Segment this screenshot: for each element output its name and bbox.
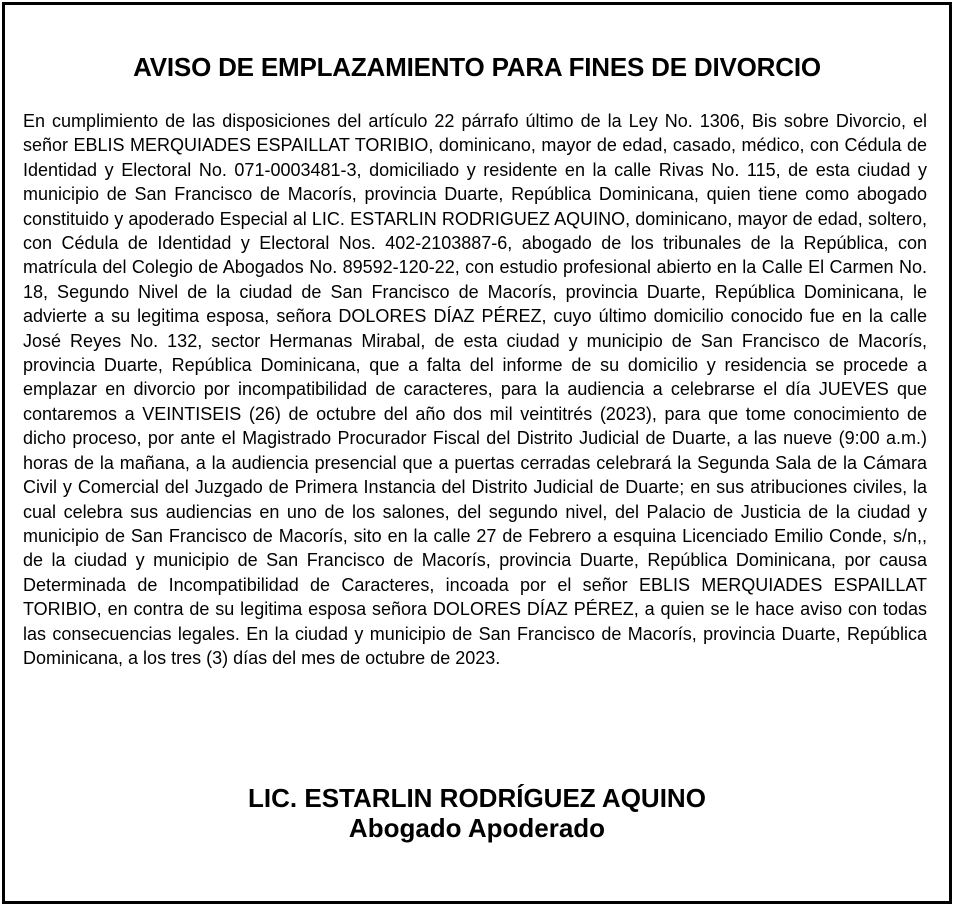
notice-body-paragraph: En cumplimiento de las disposiciones del artículo 22 párrafo último de la Ley No. 1306, Bis sobre Divorcio, el señor EBLIS MERQUIADES ESPAILLAT TORIBIO, dominicano, mayor de edad, casado, médico, con Cédula de Identidad y Electoral No. 071-0003481-3, domiciliado y residente en la calle Rivas No. 115, de esta ciudad y municipio de San Francisco de Macorís, provincia Duarte, República Dominicana, quien tiene como abogado constituido y apoderado Especial al LIC. ESTARLIN RODRIGUEZ AQUINO, dominicano, mayor de edad, soltero, con Cédula de Identidad y Electoral Nos. 402-2103887-6, abogado de los tribunales de la República, con matrícula del Colegio de Abogados No. 89592-120-22, con estudio profesional abierto en la Calle El Carmen No. 18, Segundo Nivel de la ciudad de San Francisco de Macorís, provincia Duarte, República Dominicana, le advierte a su legitima esposa, señora DOLORES DÍAZ PÉREZ, cuyo último domicilio conocido fue en la calle José Reyes No. 132, sector Hermanas Mirabal, de esta ciudad y municipio de San Francisco de Macorís, provincia Duarte, República Dominicana, que a falta del informe de su domicilio y residencia se procede a emplazar en divorcio por incompatibilidad de caracteres, para la audiencia a celebrarse el día JUEVES que contaremos a VEINTISEIS (26) de octubre del año dos mil veintitrés (2023), para que tome conocimiento de dicho proceso, por ante el Magistrado Procurador Fiscal del Distrito Judicial de Duarte, a las nueve (9:00 a.m.) horas de la mañana, a la audiencia presencial que a puertas cerradas celebrará la Segunda Sala de la Cámara Civil y Comercial del Juzgado de Primera Instancia del Distrito Judicial de Duarte; en sus atribuciones civiles, la cual celebra sus audiencias en uno de los salones, del segundo nivel, del Palacio de Justicia de la ciudad y municipio de San Francisco de Macorís, sito en la calle 27 de Febrero a esquina Licenciado Emilio Conde, s/n,, de la ciudad y municipio de San Francisco de Macorís, provincia Duarte, República Dominicana, por causa Determinada de Incompatibilidad de Caracteres, incoada por el señor EBLIS MERQUIADES ESPAILLAT TORIBIO, en contra de su legitima esposa señora DOLORES DÍAZ PÉREZ, a quien se le hace aviso con todas las consecuencias legales. En la ciudad y municipio de San Francisco de Macorís, provincia Duarte, República Dominicana, a los tres (3) días del mes de octubre de 2023. [23,111,927,668]
legal-notice-frame [2,2,952,904]
signature-block [5,783,949,843]
signature-name: LIC. ESTARLIN RODRÍGUEZ AQUINO [248,783,706,813]
notice-title: AVISO DE EMPLAZAMIENTO PARA FINES DE DIVORCIO [133,52,821,82]
signature-role: Abogado Apoderado [348,813,606,843]
